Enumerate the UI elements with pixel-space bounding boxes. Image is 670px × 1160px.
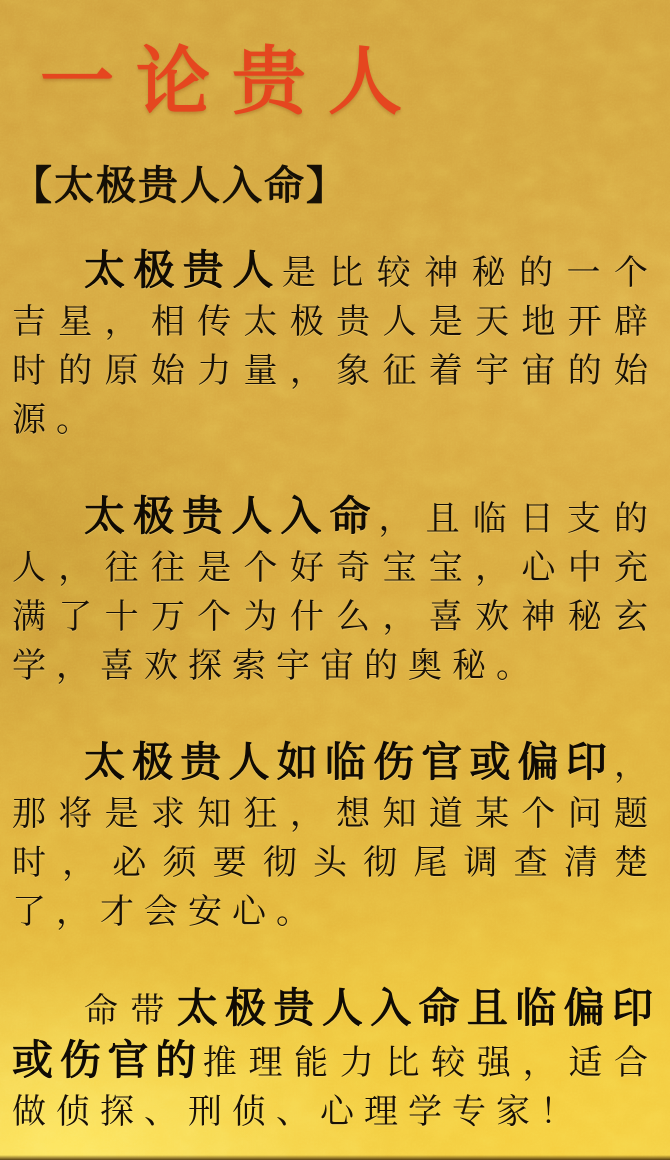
paragraph-taiji-ruming xyxy=(12,492,658,691)
paragraph-emphasis: 太极贵人入命 xyxy=(84,493,379,539)
paragraph-emphasis: 太极贵人如临伤官或偏印 xyxy=(84,739,614,785)
page-title: 一论贵人 xyxy=(40,42,424,124)
section-header: 【太极贵人入命】 xyxy=(12,163,348,208)
poster-content xyxy=(0,38,670,1137)
paragraph-emphasis: 太极贵人 xyxy=(84,247,282,293)
paragraph-body: ，且临日支的人，往往是个好奇宝宝，心中充满了十万个为什么，喜欢神秘玄学，喜欢探索宇宙的奥秘。 xyxy=(12,501,659,685)
paragraph-body: 是比较神秘的一个吉星，相传太极贵人是天地开辟时的原始力量，象征着宇宙的始源。 xyxy=(12,255,659,439)
bottom-edge-shadow xyxy=(0,1155,670,1160)
paragraph-shangguan-pianyin xyxy=(12,738,658,937)
paragraph-career-conclusion xyxy=(12,984,658,1137)
paragraph-taiji-intro xyxy=(12,246,658,445)
paragraph-body: 推理能力比较强，适合做侦探、刑侦、心理学专家！ xyxy=(12,1045,659,1131)
paragraph-emphasis: 太极贵人入命且临偏印或伤官的 xyxy=(12,985,659,1083)
paragraph-prefix: 命带 xyxy=(84,993,177,1030)
paragraph-body: ，那将是求知狂，想知道某个问题时，必须要彻头彻尾调查清楚了，才会安心。 xyxy=(12,747,658,931)
